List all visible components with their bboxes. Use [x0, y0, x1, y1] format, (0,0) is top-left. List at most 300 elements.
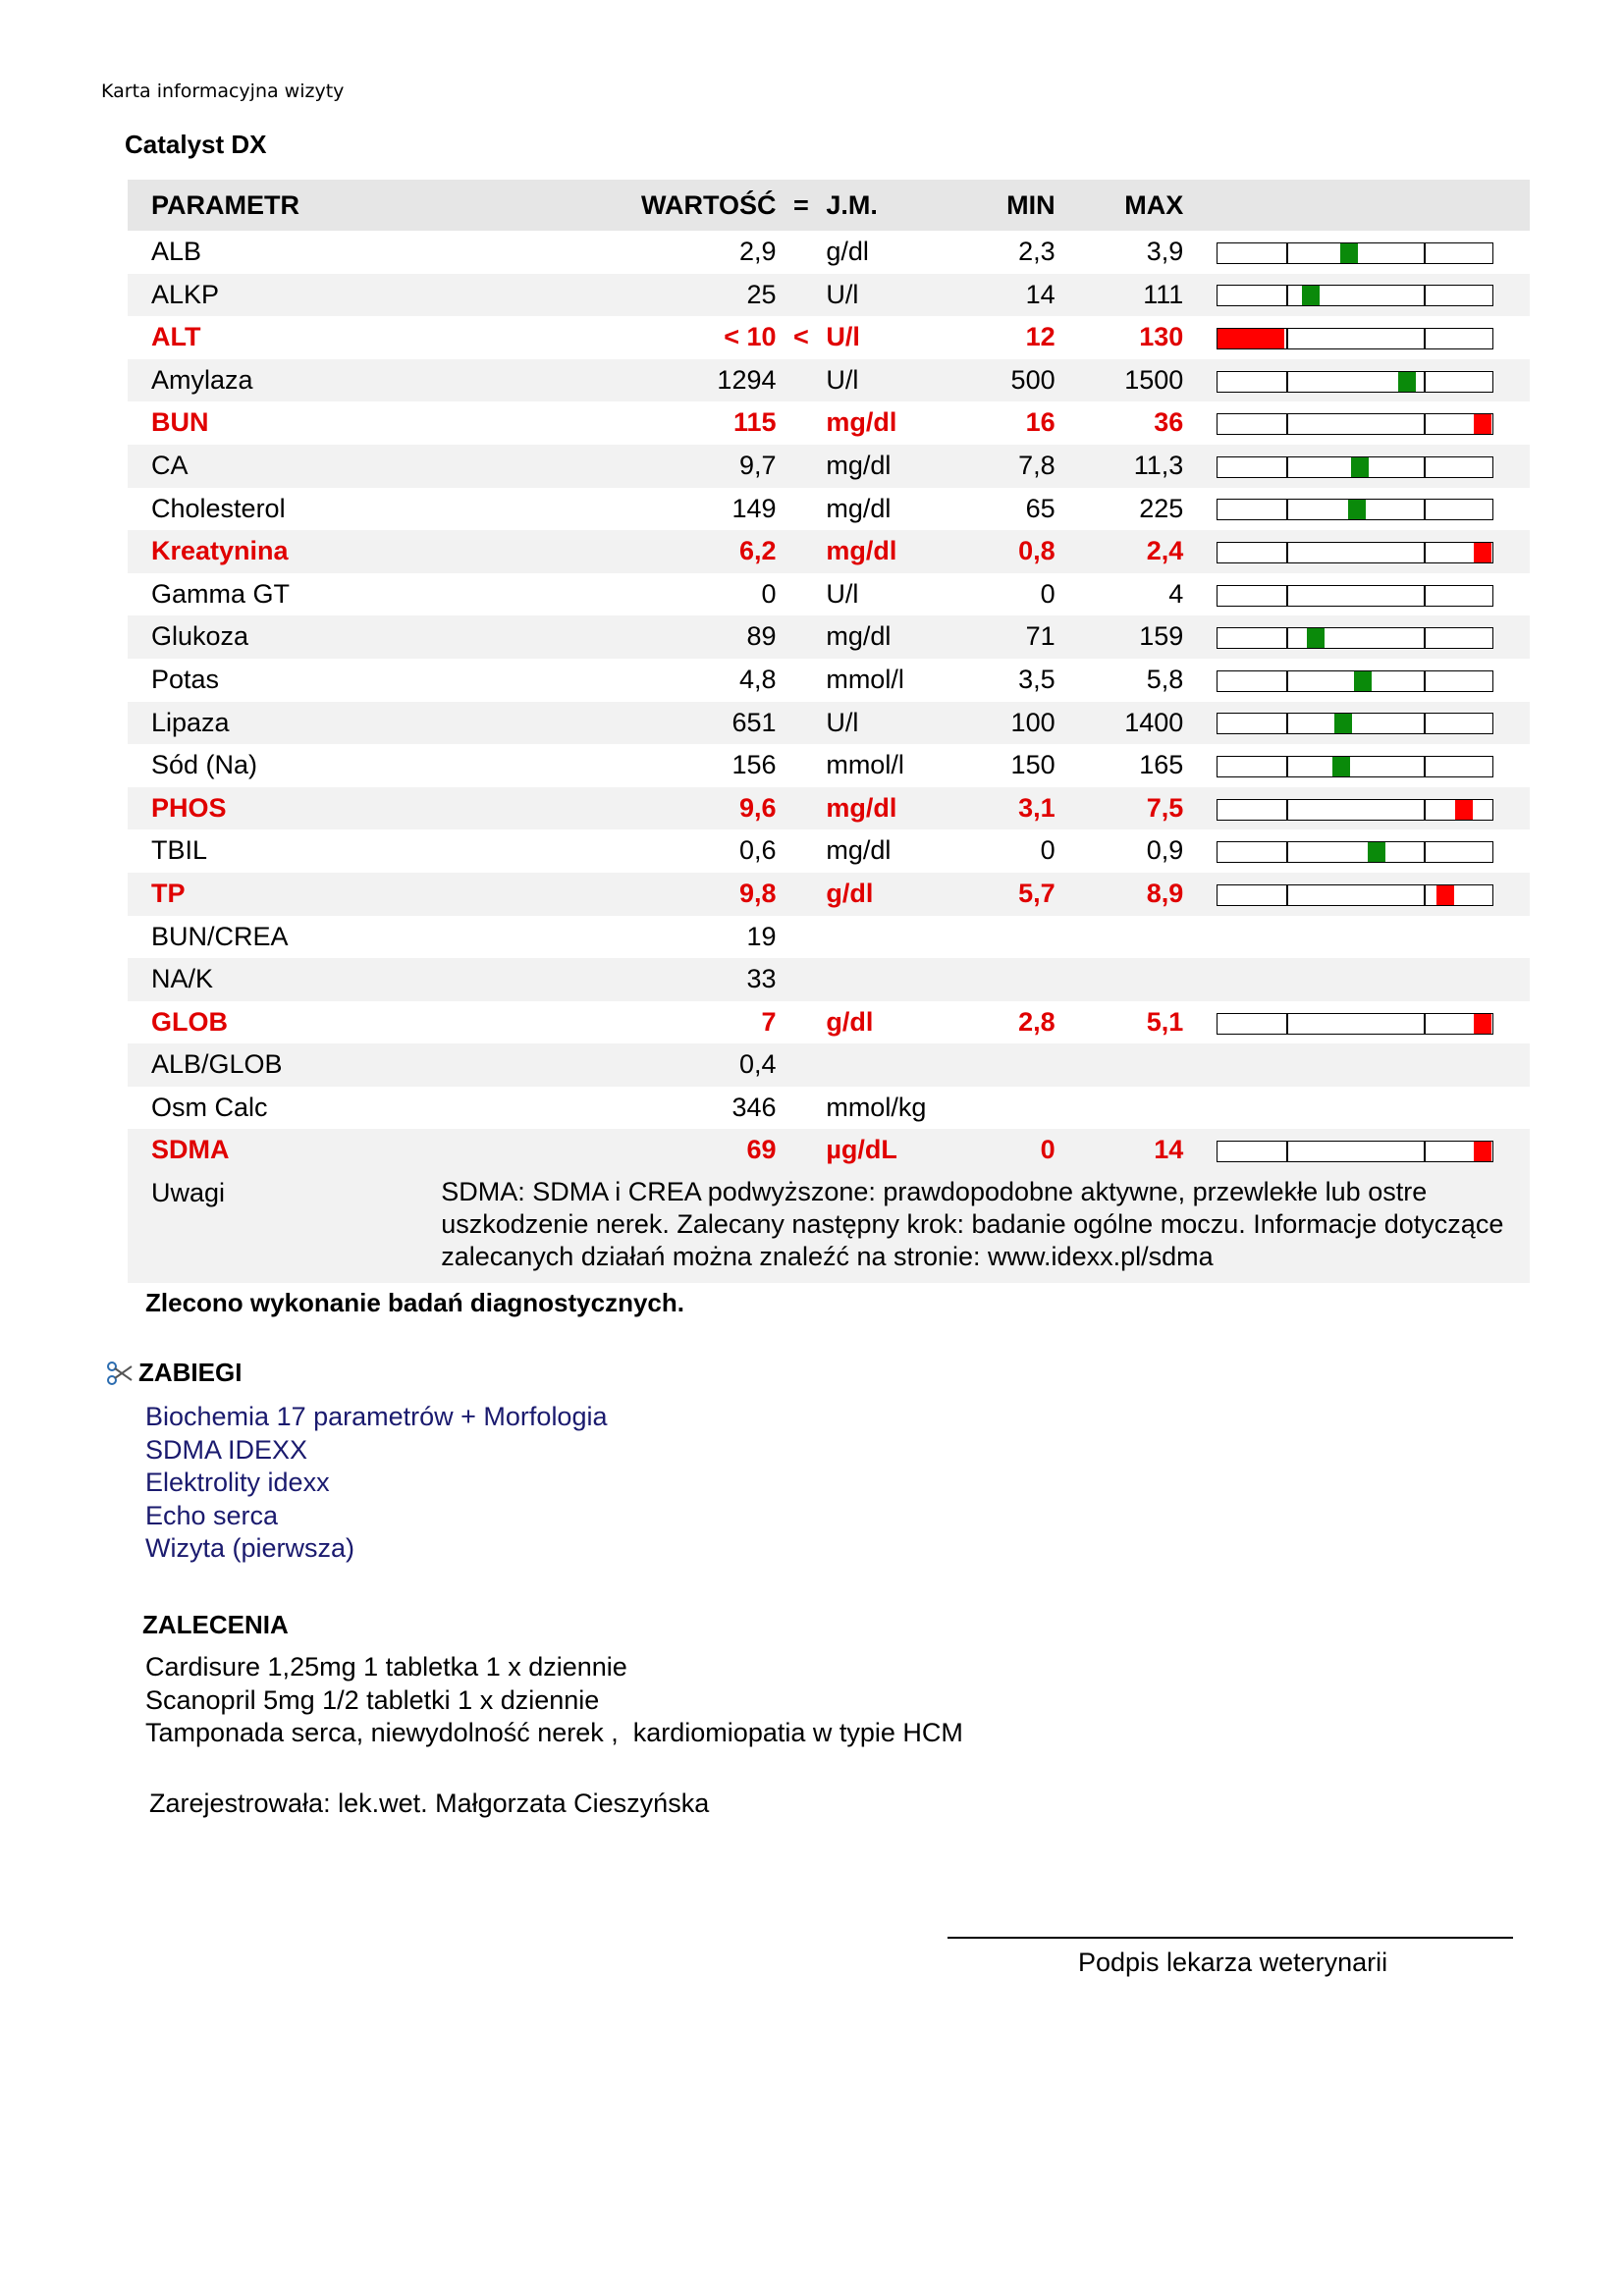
cell-max: 165	[1139, 750, 1184, 780]
range-gauge	[1217, 1141, 1493, 1162]
cell-param: ALB	[151, 237, 202, 266]
gauge-divider	[1286, 243, 1288, 263]
gauge-marker	[1307, 628, 1325, 648]
gauge-divider	[1286, 842, 1288, 862]
cell-gauge	[1217, 359, 1530, 402]
range-gauge	[1217, 884, 1493, 906]
gauge-divider	[1286, 714, 1288, 733]
cell-value: 1294	[441, 359, 776, 402]
table-row	[128, 1001, 1530, 1044]
gauge-divider	[1424, 414, 1426, 434]
table-row	[128, 530, 1530, 573]
gauge-marker	[1455, 800, 1473, 820]
cell-gap	[1183, 530, 1217, 573]
cell-gauge	[1217, 274, 1530, 317]
cell-flag	[777, 359, 827, 402]
cell-max	[1056, 1043, 1184, 1087]
cell-unit: mmol/kg	[826, 1092, 927, 1122]
range-gauge	[1217, 585, 1493, 607]
cell-gauge	[1217, 445, 1530, 488]
cell-gap	[1183, 916, 1217, 959]
range-gauge	[1217, 456, 1493, 478]
gauge-divider	[1286, 414, 1288, 434]
cell-unit: U/l	[826, 702, 962, 745]
cell-flag	[777, 702, 827, 745]
cell-param: CA	[128, 445, 441, 488]
zabiegi-item: Biochemia 17 parametrów + Morfologia	[145, 1402, 608, 1431]
cell-unit: µg/dL	[826, 1129, 962, 1172]
zabiegi-title: ZABIEGI	[138, 1358, 243, 1387]
gauge-divider	[1424, 714, 1426, 733]
cell-flag	[777, 488, 827, 531]
cell-value: 33	[441, 958, 776, 1001]
table-row	[128, 615, 1530, 659]
cell-max: 1400	[1056, 702, 1184, 745]
cell-value: 69	[441, 1129, 776, 1172]
cell-gap	[1183, 231, 1217, 274]
cell-unit: mg/dl	[826, 787, 962, 830]
cell-value: 7	[761, 1006, 777, 1037]
cell-param: ALKP	[128, 274, 441, 317]
cell-min: 0,8	[962, 530, 1056, 573]
gauge-marker	[1474, 414, 1491, 434]
table-row	[128, 958, 1530, 1001]
cell-value: 4,8	[738, 664, 777, 694]
cell-gauge	[1217, 1001, 1530, 1044]
cell-min: 2,3	[1018, 237, 1056, 266]
cell-flag	[777, 744, 827, 787]
remarks-row	[128, 1172, 1530, 1283]
table-header-row	[128, 180, 1530, 231]
cell-gauge	[1217, 488, 1530, 531]
zalecenia-item: Cardisure 1,25mg 1 tabletka 1 x dziennie	[145, 1652, 627, 1682]
cell-param: Gamma GT	[151, 578, 291, 609]
range-gauge	[1217, 799, 1493, 821]
table-row	[128, 916, 1530, 959]
zabiegi-item: SDMA IDEXX	[145, 1434, 308, 1465]
cell-max: 3,9	[1146, 237, 1184, 266]
gauge-divider	[1424, 243, 1426, 263]
gauge-divider	[1286, 1014, 1288, 1034]
cell-param: NA/K	[128, 958, 441, 1001]
cell-min: 5,7	[962, 873, 1056, 916]
cell-max	[1056, 916, 1184, 959]
cell-gap	[1183, 359, 1217, 402]
cell-min: 3,1	[962, 787, 1056, 830]
gauge-divider	[1286, 1142, 1288, 1161]
cell-param: ALB/GLOB	[128, 1043, 441, 1087]
cell-max	[1056, 958, 1184, 1001]
cell-param: Kreatynina	[128, 530, 441, 573]
cell-min: 0	[1040, 578, 1056, 609]
cell-value: 9,6	[441, 787, 776, 830]
zalecenia-title: ZALECENIA	[142, 1610, 289, 1639]
cell-gauge	[1217, 744, 1530, 787]
remarks-text: SDMA: SDMA i CREA podwyższone: prawdopodobne aktywne, przewlekłe lub ostre uszkodzenie nerek. Zalecany następny krok: badanie ogólne moczu. Informacje dotyczące zalecanych działań można znaleźć na stronie: www.idexx.pl/sdma	[441, 1172, 1530, 1283]
table-row	[128, 316, 1530, 359]
col-header-gauge	[1217, 180, 1530, 231]
zalecenia-item: Scanopril 5mg 1/2 tabletki 1 x dziennie	[145, 1684, 600, 1715]
gauge-marker	[1474, 543, 1491, 562]
gauge-divider	[1424, 457, 1426, 477]
cell-flag	[777, 401, 827, 445]
cell-unit: mg/dl	[826, 835, 892, 866]
cell-unit: U/l	[826, 322, 860, 352]
gauge-divider	[1286, 757, 1288, 776]
cell-param: Amylaza	[128, 359, 441, 402]
cell-value: 149	[731, 493, 777, 523]
gauge-divider	[1286, 800, 1288, 820]
gauge-divider	[1286, 286, 1288, 305]
range-gauge	[1217, 841, 1493, 863]
cell-gap	[1183, 615, 1217, 659]
ordered-note: Zlecono wykonanie badań diagnostycznych.	[145, 1288, 684, 1317]
cell-flag	[777, 231, 827, 274]
table-row	[128, 274, 1530, 317]
table-row	[128, 445, 1530, 488]
gauge-divider	[1424, 628, 1426, 648]
col-header-param: PARAMETR	[128, 180, 441, 231]
cell-gap	[1183, 659, 1217, 702]
cell-value: 6,2	[441, 530, 776, 573]
range-gauge	[1217, 627, 1493, 649]
cell-flag	[777, 573, 827, 616]
cell-unit	[826, 916, 962, 959]
gauge-divider	[1286, 586, 1288, 606]
gauge-divider	[1424, 329, 1426, 348]
table-row	[128, 744, 1530, 787]
cell-flag	[777, 445, 827, 488]
cell-max: 225	[1139, 493, 1184, 523]
cell-max: 8,9	[1056, 873, 1184, 916]
gauge-divider	[1424, 842, 1426, 862]
gauge-marker	[1340, 243, 1358, 263]
cell-gauge	[1217, 530, 1530, 573]
zabiegi-item: Elektrolity idexx	[145, 1468, 330, 1497]
cell-gauge	[1217, 787, 1530, 830]
gauge-divider	[1424, 1014, 1426, 1034]
cell-flag: <	[793, 322, 809, 352]
cell-flag	[777, 787, 827, 830]
range-gauge	[1217, 1013, 1493, 1035]
cell-value: 9,7	[441, 445, 776, 488]
cell-flag	[777, 274, 827, 317]
gauge-marker	[1354, 671, 1372, 691]
range-gauge	[1217, 242, 1493, 264]
gauge-divider	[1424, 671, 1426, 691]
cell-max: 111	[1056, 274, 1184, 317]
cell-unit: g/dl	[826, 1006, 874, 1037]
cell-flag	[777, 659, 827, 702]
gauge-divider	[1424, 500, 1426, 519]
cell-max: 130	[1139, 322, 1184, 352]
cell-max: 4	[1168, 578, 1184, 609]
cell-flag	[777, 1087, 827, 1130]
cell-flag	[777, 1001, 827, 1044]
table-row	[128, 359, 1530, 402]
cell-unit: mg/dl	[826, 407, 897, 438]
gauge-marker	[1474, 1014, 1491, 1034]
cell-flag	[777, 1043, 827, 1087]
cell-gap	[1183, 1043, 1217, 1087]
cell-flag	[777, 873, 827, 916]
cell-param: TP	[128, 873, 441, 916]
cell-max: 2,4	[1056, 530, 1184, 573]
cell-gauge	[1217, 958, 1530, 1001]
zabiegi-item: Wizyta (pierwsza)	[145, 1533, 355, 1563]
cell-value: < 10	[724, 322, 777, 352]
cell-param: Sód (Na)	[151, 750, 258, 780]
cell-gap	[1183, 488, 1217, 531]
cell-max: 14	[1056, 1129, 1184, 1172]
cell-max: 0,9	[1146, 835, 1184, 866]
cell-param: Potas	[151, 664, 220, 694]
zabiegi-heading	[105, 1358, 242, 1388]
remarks-label: Uwagi	[128, 1172, 441, 1283]
gauge-marker	[1351, 457, 1369, 477]
cell-gauge	[1217, 916, 1530, 959]
cell-flag	[777, 958, 827, 1001]
table-row	[128, 659, 1530, 702]
gauge-divider	[1424, 885, 1426, 905]
cell-value: 25	[441, 274, 776, 317]
cell-value: 89	[441, 615, 776, 659]
gauge-divider	[1424, 586, 1426, 606]
cell-min	[962, 1087, 1056, 1130]
cell-gap	[1183, 958, 1217, 1001]
gauge-divider	[1286, 372, 1288, 392]
cell-gauge	[1217, 659, 1530, 702]
cell-max: 36	[1154, 407, 1184, 438]
cell-gauge	[1217, 1043, 1530, 1087]
col-header-max: MAX	[1056, 180, 1184, 231]
gauge-marker	[1436, 885, 1454, 905]
cell-unit: g/dl	[826, 873, 962, 916]
gauge-marker	[1348, 500, 1366, 519]
zalecenia-list	[145, 1651, 963, 1750]
cell-min: 71	[962, 615, 1056, 659]
cell-gauge	[1217, 1087, 1530, 1130]
gauge-marker	[1398, 372, 1416, 392]
range-gauge	[1217, 542, 1493, 563]
cell-unit: mg/dl	[826, 530, 962, 573]
cell-gauge	[1217, 573, 1530, 616]
gauge-marker	[1368, 842, 1385, 862]
gauge-marker	[1334, 714, 1352, 733]
cell-gap	[1183, 1129, 1217, 1172]
cell-min: 14	[962, 274, 1056, 317]
range-gauge	[1217, 285, 1493, 306]
cell-gap	[1183, 787, 1217, 830]
col-header-unit: J.M.	[826, 180, 962, 231]
cell-max: 5,1	[1146, 1006, 1184, 1037]
gauge-divider	[1286, 671, 1288, 691]
cell-value: 0,4	[441, 1043, 776, 1087]
scissors-icon	[105, 1359, 135, 1388]
cell-flag	[777, 916, 827, 959]
registered-by: Zarejestrowała: lek.wet. Małgorzata Cieszyńska	[149, 1789, 710, 1818]
cell-param: TBIL	[151, 835, 208, 866]
range-gauge	[1217, 756, 1493, 777]
cell-value: 0	[761, 578, 777, 609]
gauge-divider	[1424, 757, 1426, 776]
table-row	[128, 573, 1530, 616]
gauge-marker	[1332, 757, 1350, 776]
cell-value: 9,8	[441, 873, 776, 916]
cell-gauge	[1217, 615, 1530, 659]
cell-flag	[777, 615, 827, 659]
cell-unit: U/l	[826, 359, 962, 402]
cell-max: 11,3	[1056, 445, 1184, 488]
table-row	[128, 1043, 1530, 1087]
cell-param: ALT	[151, 322, 201, 352]
cell-min: 0	[1040, 835, 1056, 866]
gauge-divider	[1286, 628, 1288, 648]
cell-min: 3,5	[1018, 664, 1056, 694]
gauge-divider	[1286, 543, 1288, 562]
table-row	[128, 1087, 1530, 1130]
cell-value: 19	[746, 921, 777, 951]
table-row	[128, 787, 1530, 830]
range-gauge	[1217, 371, 1493, 393]
cell-min	[962, 916, 1056, 959]
signature-label: Podpis lekarza weterynarii	[1078, 1948, 1388, 1977]
range-gauge	[1217, 413, 1493, 435]
gauge-divider	[1286, 500, 1288, 519]
cell-min: 0	[962, 1129, 1056, 1172]
cell-min: 16	[1025, 407, 1056, 438]
cell-max: 1500	[1056, 359, 1184, 402]
col-header-value: WARTOŚĆ	[441, 180, 776, 231]
zalecenia-item: Tamponada serca, niewydolność nerek , kardiomiopatia w typie HCM	[145, 1718, 963, 1747]
cell-unit: U/l	[826, 274, 962, 317]
cell-max: 5,8	[1146, 664, 1184, 694]
col-header-min: MIN	[962, 180, 1056, 231]
cell-min: 2,8	[1018, 1006, 1056, 1037]
range-gauge	[1217, 670, 1493, 692]
gauge-divider	[1424, 286, 1426, 305]
cell-param: PHOS	[128, 787, 441, 830]
cell-value: 0,6	[738, 835, 777, 866]
results-table	[128, 180, 1530, 1283]
gauge-divider	[1286, 457, 1288, 477]
cell-min: 100	[962, 702, 1056, 745]
gauge-marker	[1474, 1142, 1491, 1161]
cell-unit	[826, 958, 962, 1001]
cell-gap	[1183, 829, 1217, 873]
cell-unit: U/l	[826, 578, 859, 609]
zabiegi-item: Echo serca	[145, 1500, 279, 1530]
table-row	[128, 702, 1530, 745]
zabiegi-list	[145, 1401, 607, 1566]
cell-param: Cholesterol	[151, 493, 286, 523]
cell-gap	[1183, 401, 1217, 445]
cell-min: 7,8	[962, 445, 1056, 488]
document-title: Karta informacyjna wizyty	[101, 80, 345, 102]
cell-min	[962, 1043, 1056, 1087]
signature-line	[947, 1937, 1513, 1939]
cell-max: 159	[1056, 615, 1184, 659]
cell-gap	[1183, 445, 1217, 488]
cell-value: 651	[441, 702, 776, 745]
gauge-divider	[1286, 329, 1288, 348]
cell-min: 12	[1025, 322, 1056, 352]
cell-gap	[1183, 744, 1217, 787]
cell-gauge	[1217, 401, 1530, 445]
cell-unit: mg/dl	[826, 493, 892, 523]
gauge-divider	[1286, 885, 1288, 905]
cell-value: 346	[731, 1092, 777, 1122]
gauge-marker	[1302, 286, 1320, 305]
col-header-gap	[1183, 180, 1217, 231]
cell-gauge	[1217, 1129, 1530, 1172]
col-header-flag: =	[777, 180, 827, 231]
cell-min	[962, 958, 1056, 1001]
cell-param: Lipaza	[128, 702, 441, 745]
cell-gauge	[1217, 702, 1530, 745]
gauge-divider	[1424, 800, 1426, 820]
cell-gap	[1183, 1087, 1217, 1130]
gauge-divider	[1424, 1142, 1426, 1161]
cell-gauge	[1217, 829, 1530, 873]
cell-value: 115	[732, 407, 777, 438]
table-row	[128, 231, 1530, 274]
cell-flag	[777, 530, 827, 573]
cell-param: BUN	[151, 407, 209, 438]
cell-gap	[1183, 573, 1217, 616]
gauge-divider	[1424, 543, 1426, 562]
cell-param: Glukoza	[128, 615, 441, 659]
cell-param: BUN/CREA	[151, 921, 289, 951]
cell-param: GLOB	[151, 1006, 228, 1037]
cell-unit	[826, 1043, 962, 1087]
cell-param: Osm Calc	[151, 1092, 268, 1122]
cell-flag	[777, 829, 827, 873]
table-row	[128, 488, 1530, 531]
table-row	[128, 873, 1530, 916]
range-gauge	[1217, 499, 1493, 520]
section-title: Catalyst DX	[125, 130, 267, 159]
cell-unit: mg/dl	[826, 615, 962, 659]
cell-max	[1056, 1087, 1184, 1130]
cell-unit: mg/dl	[826, 445, 962, 488]
cell-gauge	[1217, 316, 1530, 359]
cell-value: 2,9	[738, 237, 777, 266]
cell-gap	[1183, 274, 1217, 317]
cell-flag	[777, 1129, 827, 1172]
range-gauge	[1217, 713, 1493, 734]
cell-max: 7,5	[1056, 787, 1184, 830]
cell-unit: mmol/l	[826, 664, 904, 694]
cell-value: 156	[731, 750, 777, 780]
cell-gap	[1183, 316, 1217, 359]
cell-unit: g/dl	[826, 237, 869, 266]
cell-gauge	[1217, 231, 1530, 274]
cell-gap	[1183, 1001, 1217, 1044]
cell-min: 65	[1025, 493, 1056, 523]
table-row	[128, 1129, 1530, 1172]
cell-param: SDMA	[128, 1129, 441, 1172]
cell-gap	[1183, 873, 1217, 916]
cell-gauge	[1217, 873, 1530, 916]
gauge-marker	[1218, 329, 1284, 348]
table-row	[128, 401, 1530, 445]
gauge-divider	[1424, 372, 1426, 392]
table-row	[128, 829, 1530, 873]
cell-gap	[1183, 702, 1217, 745]
cell-unit: mmol/l	[826, 750, 904, 780]
cell-min: 500	[962, 359, 1056, 402]
